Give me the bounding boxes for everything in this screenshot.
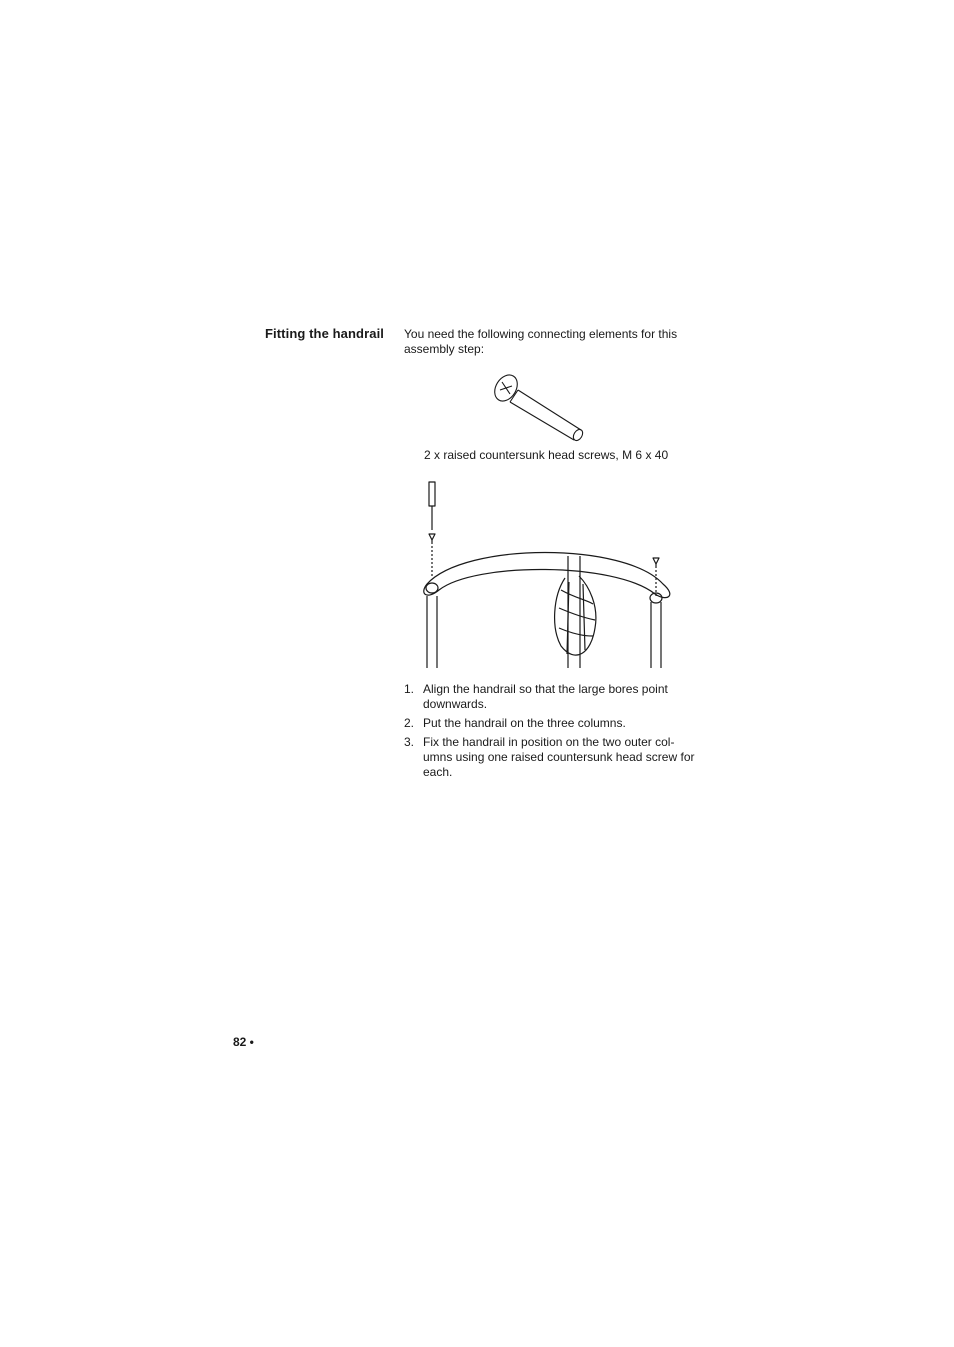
countersunk-screw-illustration [488, 368, 592, 442]
parts-caption: 2 x raised countersunk head screws, M 6 x 40 [424, 448, 669, 462]
step-text: Align the handrail so that the large bores point downwards. [423, 682, 668, 711]
assembly-steps-list [404, 682, 696, 784]
handrail-assembly-illustration [415, 478, 685, 672]
step-text: Put the handrail on the three columns. [423, 716, 626, 730]
step-item [404, 682, 696, 712]
section-heading: Fitting the handrail [265, 326, 384, 341]
step-item [404, 716, 696, 731]
step-number: 2. [404, 716, 415, 730]
step-number: 1. [404, 682, 415, 696]
step-item [404, 735, 696, 780]
page-number: 82 • [233, 1035, 254, 1049]
intro-text: You need the following connecting elements for this assembly step: [404, 327, 678, 356]
step-number: 3. [404, 735, 415, 749]
step-text: Fix the handrail in position on the two outer col-umns using one raised countersunk head screw for each. [423, 735, 695, 779]
